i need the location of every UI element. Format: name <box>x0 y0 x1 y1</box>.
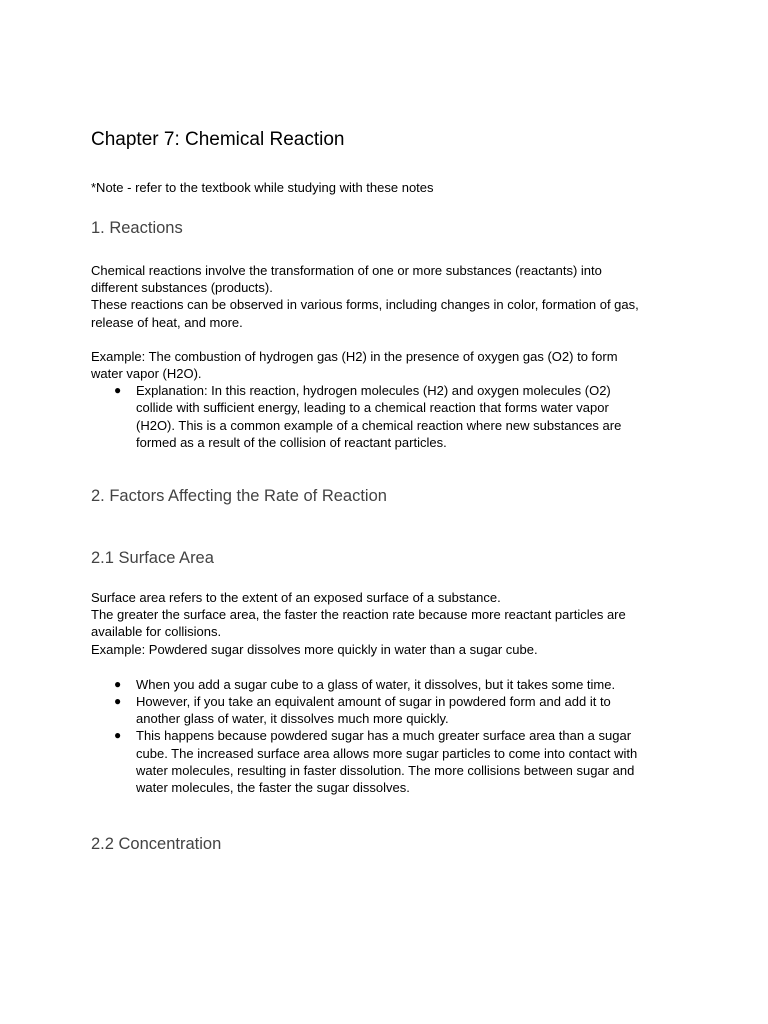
text-line: different substances (products). <box>91 280 273 296</box>
text-line: release of heat, and more. <box>91 314 243 330</box>
list-item <box>114 676 676 693</box>
text-line: When you add a sugar cube to a glass of water, it dissolves, but it takes some time. <box>136 676 616 692</box>
text-line: The greater the surface area, the faster the reaction rate because more reactant particles are <box>91 607 626 623</box>
heading-concentration: 2.2 Concentration <box>91 835 222 854</box>
text-line: This happens because powdered sugar has a much greater surface area than a sugar <box>136 728 632 744</box>
text-line: Example: Powdered sugar dissolves more quickly in water than a sugar cube. <box>91 641 538 657</box>
heading-reactions: 1. Reactions <box>91 219 183 237</box>
page-title: Chapter 7: Chemical Reaction <box>91 129 345 150</box>
text-line: However, if you take an equivalent amount of sugar in powdered form and add it to <box>136 694 611 710</box>
study-note: *Note - refer to the textbook while studying with these notes <box>91 180 434 195</box>
text-line: water molecules, the faster the sugar dissolves. <box>136 780 410 796</box>
text-line: These reactions can be observed in various forms, including changes in color, formation of gas, <box>91 297 639 313</box>
list-item <box>114 693 676 727</box>
text-line: another glass of water, it dissolves much more quickly. <box>136 711 449 727</box>
text-line: Surface area refers to the extent of an exposed surface of a substance. <box>91 590 501 606</box>
surface-area-bullet-list <box>91 676 676 796</box>
reactions-paragraph <box>91 262 676 331</box>
list-item <box>114 727 676 796</box>
bullet-icon: ● <box>114 676 122 691</box>
text-line: available for collisions. <box>91 624 222 640</box>
text-line: Example: The combustion of hydrogen gas (H2) in the presence of oxygen gas (O2) to form <box>91 348 618 364</box>
heading-surface-area: 2.1 Surface Area <box>91 549 214 568</box>
text-line: Explanation: In this reaction, hydrogen molecules (H2) and oxygen molecules (O2) <box>136 383 611 399</box>
text-line: cube. The increased surface area allows more sugar particles to come into contact with <box>136 745 638 761</box>
text-line: water vapor (H2O). <box>91 366 202 382</box>
bullet-icon: ● <box>114 383 122 398</box>
text-line: collide with sufficient energy, leading to a chemical reaction that forms water vapor <box>136 400 609 416</box>
bullet-icon: ● <box>114 694 122 709</box>
text-line: water molecules, resulting in faster dissolution. The more collisions between sugar and <box>136 762 635 778</box>
text-line: (H2O). This is a common example of a chemical reaction where new substances are <box>136 417 622 433</box>
text-line: formed as a result of the collision of reactant particles. <box>136 434 447 450</box>
text-line: Chemical reactions involve the transformation of one or more substances (reactants) into <box>91 263 602 278</box>
reactions-example <box>91 348 676 382</box>
surface-area-paragraph <box>91 589 676 658</box>
reactions-bullet-list <box>91 382 676 451</box>
heading-factors: 2. Factors Affecting the Rate of Reaction <box>91 487 387 506</box>
list-item <box>114 382 676 451</box>
bullet-icon: ● <box>114 728 122 743</box>
